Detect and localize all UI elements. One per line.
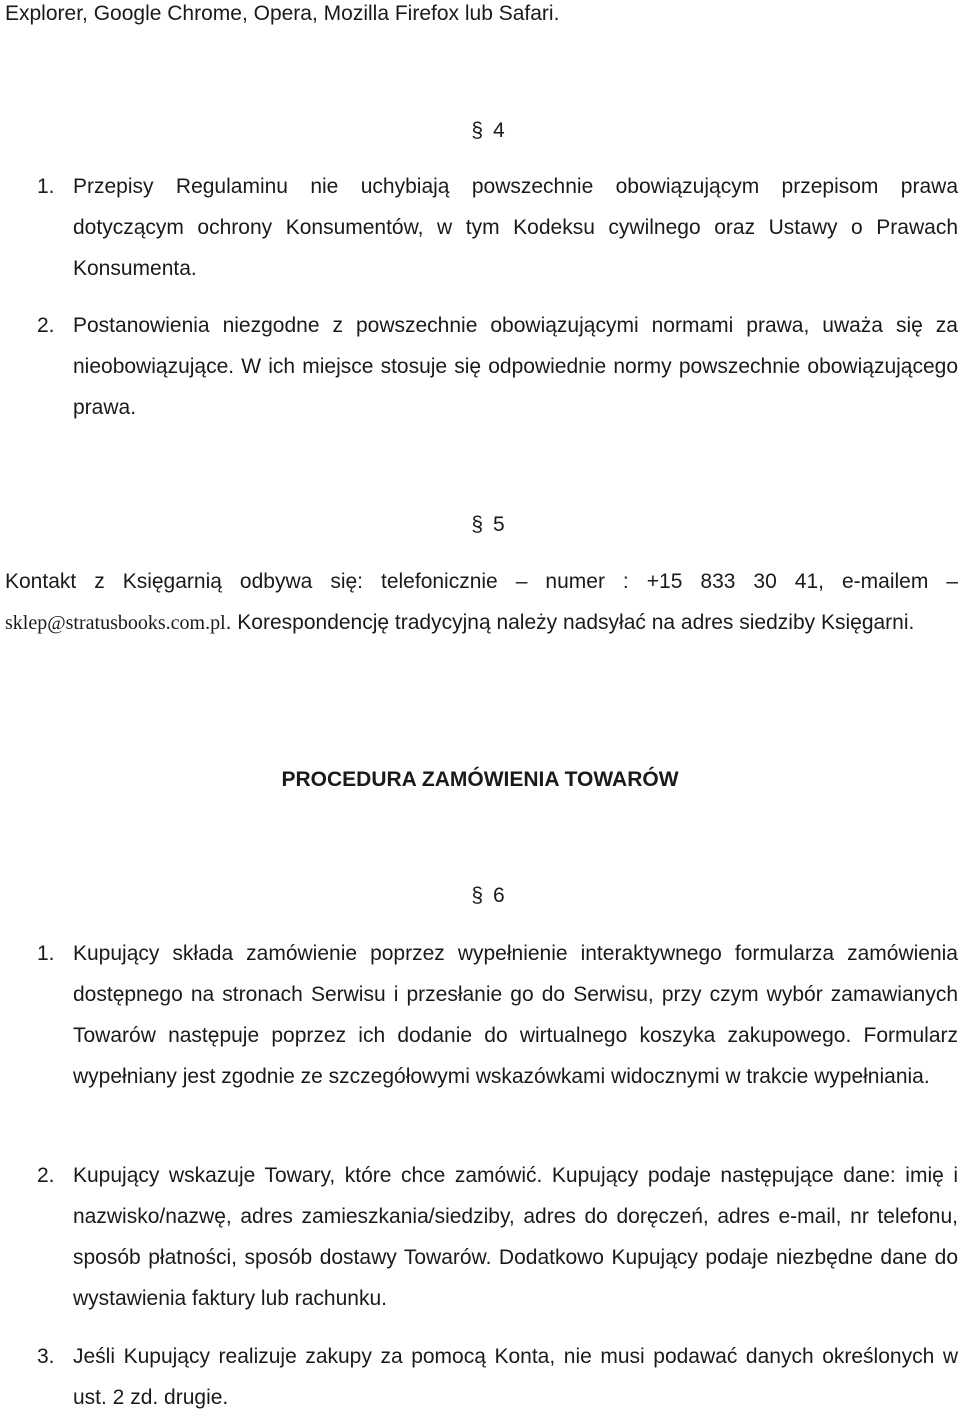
contact-text-end: . Korespondencję tradycyjną należy nadsyłać na adres siedziby Księgarni.: [225, 611, 915, 634]
item-text: Kupujący wskazuje Towary, które chce zamówić. Kupujący podaje następujące dane: imię i nazwisko/nazwę, adres zamieszkania/siedziby, adres do doręczeń, adres e-mail, nr telefonu, sposób płatności, sposób dostawy Towarów. Dodatkowo Kupujący podaje niezbędne dane do wystawienia faktury lub rachunku.: [73, 1164, 958, 1310]
item-number: 2.: [37, 1164, 55, 1187]
section-sign: §: [471, 884, 483, 907]
item-text: Kupujący składa zamówienie poprzez wypełnienie interaktywnego formularza zamówienia dostępnego na stronach Serwisu i przesłanie go do Serwisu, przy czym wybór zamawianych Towarów następuje poprzez ich dodanie do wirtualnego koszyka zakupowego. Formularz wypełniany jest zgodnie ze szczegółowymi wskazówkami widocznymi w trakcie wypełniania.: [73, 942, 958, 1088]
section-4-item-2: [37, 305, 958, 428]
contact-paragraph: [5, 561, 958, 644]
section-6-item-1: [37, 933, 958, 1097]
section-4-item-1: [37, 166, 958, 289]
section-number: 6: [493, 884, 505, 907]
item-text: Jeśli Kupujący realizuje zakupy za pomocą Konta, nie musi podawać danych określonych w ust. 2 zd. drugie.: [73, 1345, 958, 1409]
section-number: 4: [493, 119, 505, 142]
section-4-header: [0, 117, 960, 145]
item-text: Przepisy Regulaminu nie uchybiają powszechnie obowiązującym przepisom prawa dotyczącym ochrony Konsumentów, w tym Kodeksu cywilnego oraz Ustawy o Prawach Konsumenta.: [73, 175, 958, 280]
item-text: Postanowienia niezgodne z powszechnie obowiązującymi normami prawa, uważa się za nieobowiązujące. W ich miejsce stosuje się odpowiednie normy powszechnie obowiązującego prawa.: [73, 314, 958, 419]
section-number: 5: [493, 513, 505, 536]
section-5-header: [0, 511, 960, 539]
item-number: 3.: [37, 1345, 55, 1368]
section-6-item-3: [37, 1336, 958, 1418]
item-number: 2.: [37, 314, 55, 337]
item-number: 1.: [37, 175, 55, 198]
section-sign: §: [471, 119, 483, 142]
contact-email: sklep@stratusbooks.com.pl: [5, 612, 226, 634]
section-6-header: [0, 882, 960, 910]
procedure-heading: PROCEDURA ZAMÓWIENIA TOWARÓW: [281, 768, 679, 791]
section-sign: §: [471, 513, 483, 536]
section-6-item-2: [37, 1155, 958, 1319]
item-number: 1.: [37, 942, 55, 965]
continued-text-line: Explorer, Google Chrome, Opera, Mozilla Firefox lub Safari.: [5, 2, 560, 25]
contact-text-start: Kontakt z Księgarnią odbywa się: telefonicznie – numer : +15 833 30 41, e-mailem –: [5, 570, 958, 593]
